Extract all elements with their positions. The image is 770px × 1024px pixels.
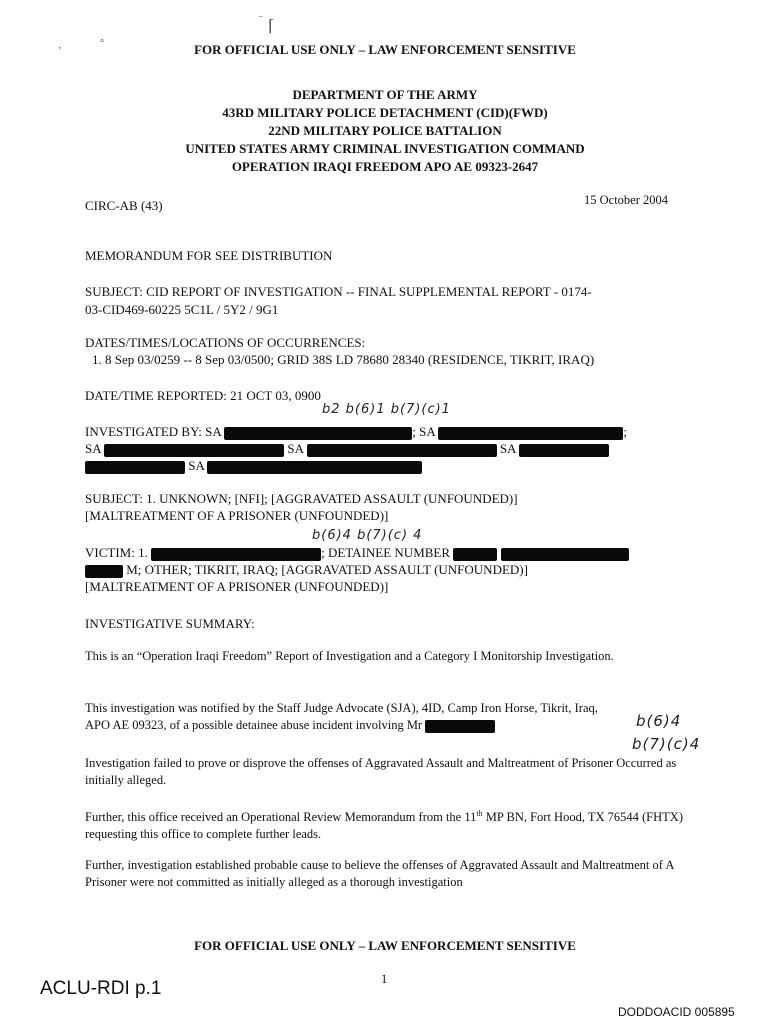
page-number: 1 <box>381 972 388 986</box>
handwritten-side-mark-2: b(7)(c)4 <box>632 735 701 753</box>
redaction-block <box>104 444 284 457</box>
investigators-line-2 <box>85 441 609 457</box>
redaction-block <box>519 444 609 457</box>
sa-label: SA <box>188 458 205 473</box>
scan-speck: ⁻ <box>258 14 264 25</box>
handwritten-victim-marks: b(6)4 b(7)(c) 4 <box>312 528 423 543</box>
redaction-block <box>207 461 422 474</box>
header-marking: FOR OFFICIAL USE ONLY – LAW ENFORCEMENT SENSITIVE <box>194 42 576 57</box>
handwritten-exemption-marks: b2 b(6)1 b(7)(c)1 <box>322 402 451 417</box>
victim-label: VICTIM: 1. <box>85 545 148 560</box>
date-reported: DATE/TIME REPORTED: 21 OCT 03, 0900 <box>85 388 321 403</box>
redaction-block <box>151 548 321 561</box>
victim-line-1 <box>85 545 629 561</box>
investigators-line-3 <box>85 458 422 474</box>
scan-speck: ⌈ <box>268 18 275 35</box>
letterhead-line-1: DEPARTMENT OF THE ARMY <box>292 87 478 102</box>
redaction-block <box>425 720 495 733</box>
memo-for: MEMORANDUM FOR SEE DISTRIBUTION <box>85 248 333 263</box>
letterhead-line-4: UNITED STATES ARMY CRIMINAL INVESTIGATION COMMAND <box>185 141 585 156</box>
bates-stamp: DODDOACID 005895 <box>618 1005 735 1019</box>
redaction-block <box>438 427 623 440</box>
redaction-block <box>307 444 497 457</box>
paragraph-1: This is an “Operation Iraqi Freedom” Report of Investigation and a Category I Monitorship Investigation. <box>85 649 614 663</box>
detainee-number-label: ; DETAINEE NUMBER <box>321 545 451 560</box>
investigated-by-label: INVESTIGATED BY: SA <box>85 424 222 439</box>
paragraph-3: Investigation failed to prove or disprove the offenses of Aggravated Assault and Maltreatment of Prisoner Occurred as initially alleged. <box>85 756 677 787</box>
letterhead-line-2: 43RD MILITARY POLICE DETACHMENT (CID)(FWD) <box>222 105 548 120</box>
scan-speck: ° <box>100 38 104 49</box>
occurrences-label: DATES/TIMES/LOCATIONS OF OCCURRENCES: <box>85 335 366 350</box>
footer-marking: FOR OFFICIAL USE ONLY – LAW ENFORCEMENT SENSITIVE <box>194 938 576 953</box>
sa-label: SA <box>85 441 101 456</box>
subject-line-2: 03-CID469-60225 5C1L / 5Y2 / 9G1 <box>85 302 279 317</box>
redaction-block <box>85 461 185 474</box>
superscript-th: th <box>476 809 483 818</box>
redaction-block <box>501 548 629 561</box>
office-symbol: CIRC-AB (43) <box>85 198 163 213</box>
redaction-block <box>85 565 123 578</box>
victim-line-3: [MALTREATMENT OF A PRISONER (UNFOUNDED)] <box>85 579 389 594</box>
memo-date: 15 October 2004 <box>584 193 669 207</box>
redaction-block <box>224 427 412 440</box>
letterhead-line-5: OPERATION IRAQI FREEDOM APO AE 09323-2647 <box>231 159 539 174</box>
sa-label: SA <box>499 441 516 456</box>
paragraph-2: This investigation was notified by the Staff Judge Advocate (SJA), 4ID, Camp Iron Horse, Tikrit, Iraq, APO AE 09323, of a possible detainee abuse incident involving Mr <box>85 701 598 732</box>
scan-speck: ‚ <box>58 40 62 51</box>
subject-block-line-1: SUBJECT: 1. UNKNOWN; [NFI]; [AGGRAVATED ASSAULT (UNFOUNDED)] <box>85 491 518 506</box>
sa-label: SA <box>287 441 304 456</box>
sa-label: SA <box>419 424 436 439</box>
paragraph-5: Further, investigation established probable cause to believe the offenses of Aggravated Assault and Maltreatment of A Prisoner were not committed as initially alleged as a thorough investigation <box>85 858 674 889</box>
subject-line-1: SUBJECT: CID REPORT OF INVESTIGATION -- FINAL SUPPLEMENTAL REPORT - 0174- <box>85 284 592 299</box>
redaction-block <box>453 548 497 561</box>
subject-block-line-2: [MALTREATMENT OF A PRISONER (UNFOUNDED)] <box>85 508 389 523</box>
letterhead-line-3: 22ND MILITARY POLICE BATTALION <box>268 123 502 138</box>
investigated-by-line: INVESTIGATED BY: SA ; SA ; <box>85 424 627 439</box>
victim-line-2: M; OTHER; TIKRIT, IRAQ; [AGGRAVATED ASSAULT (UNFOUNDED)] <box>85 562 528 578</box>
occurrence-1: 1. 8 Sep 03/0259 -- 8 Sep 03/0500; GRID 38S LD 78680 28340 (RESIDENCE, TIKRIT, IRAQ) <box>92 352 595 367</box>
paragraph-4: Further, this office received an Operational Review Memorandum from the 11th MP BN, Fort Hood, TX 76544 (FHTX) requesting this office to complete further leads. <box>85 809 683 842</box>
handwritten-side-mark-1: b(6)4 <box>636 712 682 730</box>
summary-heading: INVESTIGATIVE SUMMARY: <box>85 616 255 631</box>
aclu-stamp: ACLU-RDI p.1 <box>40 978 162 999</box>
